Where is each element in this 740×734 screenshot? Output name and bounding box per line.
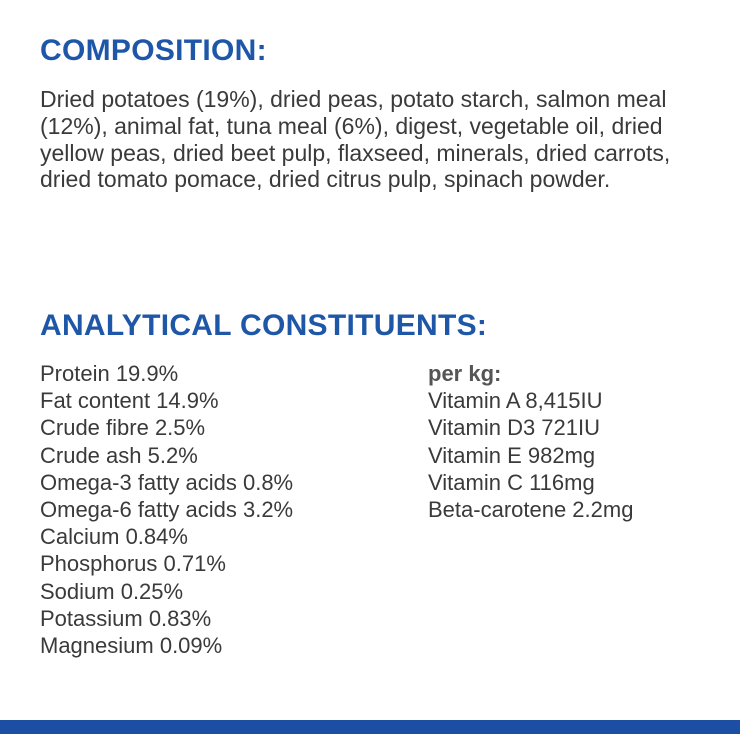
- constituent-item: Crude fibre 2.5%: [40, 415, 206, 441]
- constituent-item: Calcium 0.84%: [40, 524, 188, 550]
- vitamin-item: Vitamin A 8,415IU: [428, 388, 603, 414]
- vitamin-item: Vitamin D3 721IU: [428, 415, 601, 441]
- constituent-item: Omega-6 fatty acids 3.2%: [40, 497, 294, 523]
- constituent-item: Protein 19.9%: [40, 361, 179, 386]
- per-kg-list: [428, 360, 728, 523]
- vitamin-item: Beta-carotene 2.2mg: [428, 497, 634, 523]
- constituent-item: Crude ash 5.2%: [40, 442, 198, 468]
- vitamin-item: Vitamin E 982mg: [428, 442, 596, 468]
- constituent-item: Potassium 0.83%: [40, 605, 212, 631]
- per-kg-label: per kg:: [428, 361, 502, 386]
- vitamin-item: Vitamin C 116mg: [428, 469, 595, 495]
- constituent-item: Fat content 14.9%: [40, 388, 219, 414]
- composition-heading: COMPOSITION:: [40, 34, 267, 67]
- constituent-item: Magnesium 0.09%: [40, 633, 223, 659]
- constituent-item: Sodium 0.25%: [40, 578, 184, 604]
- constituents-list: [40, 360, 410, 659]
- composition-text: Dried potatoes (19%), dried peas, potato starch, salmon meal (12%), animal fat, tuna meal (6%), digest, vegetable oil, dried yellow peas, dried beet pulp, flaxseed, minerals, dried carrots, dried tomato pomace, dried citrus pulp, spinach powder.: [40, 86, 671, 193]
- constituent-item: Omega-3 fatty acids 0.8%: [40, 469, 294, 495]
- footer-bar: [0, 720, 740, 734]
- analytical-constituents-heading: ANALYTICAL CONSTITUENTS:: [40, 309, 488, 342]
- constituent-item: Phosphorus 0.71%: [40, 551, 226, 577]
